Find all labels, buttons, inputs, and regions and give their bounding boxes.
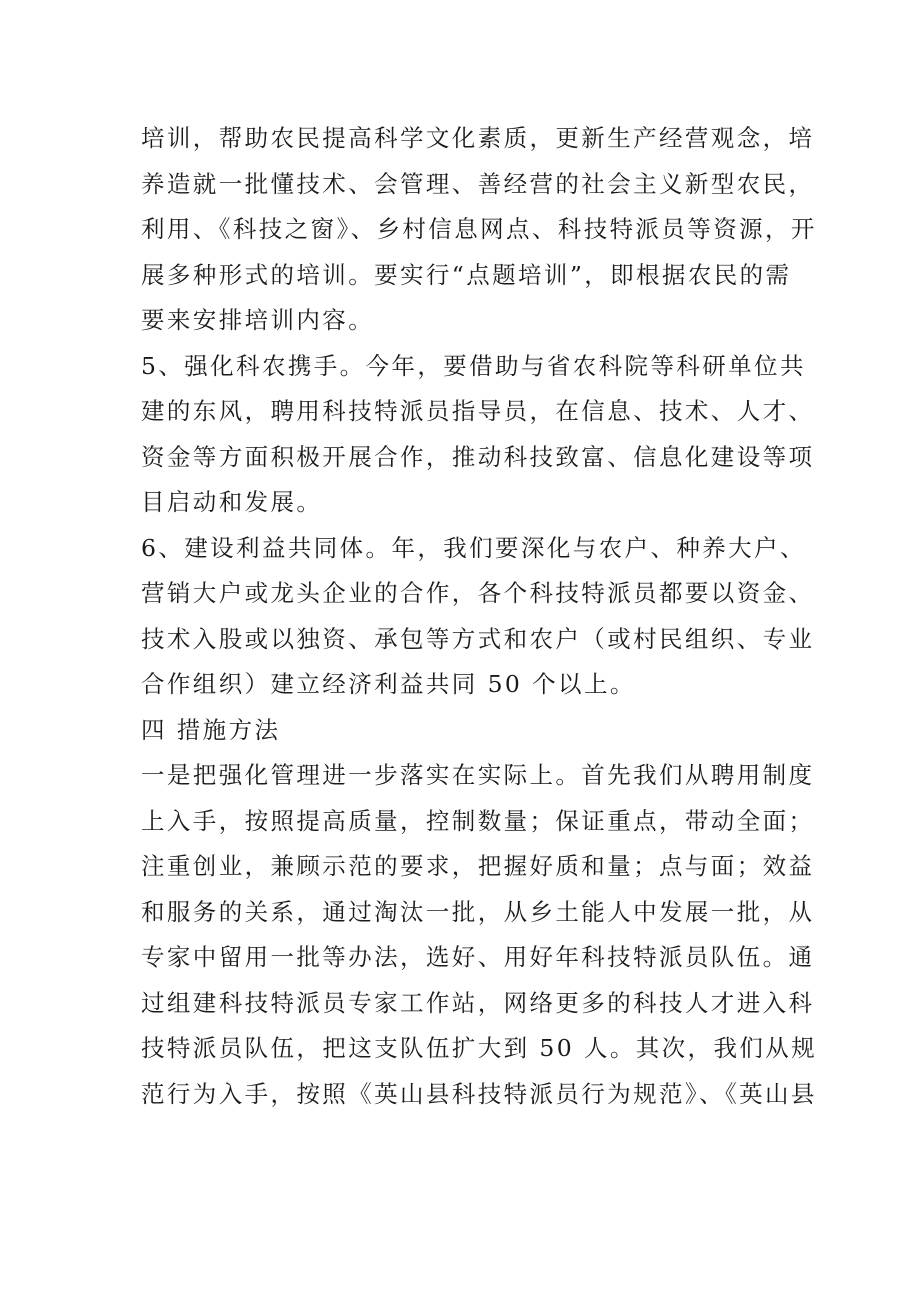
text-line: 合作组织）建立经济利益共同 50 个以上。 — [141, 670, 636, 698]
text-line: 利用、《科技之窗》、乡村信息网点、科技特派员等资源，开 — [141, 215, 817, 243]
text-line: 过组建科技特派员专家工作站，网络更多的科技人才进入科 — [141, 988, 815, 1017]
text-line: 5、强化科农携手。今年，要借助与省农科院等科研单位共 — [141, 351, 806, 380]
text-line: 展多种形式的培训。要实行“点题培训”，即根据农民的需 — [141, 260, 792, 289]
section-heading: 四 措施方法 — [141, 715, 281, 744]
text-line: 建的东风，聘用科技特派员指导员，在信息、技术、人才、 — [141, 397, 815, 425]
text-line: 养造就一批懂技术、会管理、善经营的社会主义新型农民， — [141, 169, 815, 198]
text-line: 一是把强化管理进一步落实在实际上。首先我们从聘用制度 — [141, 761, 815, 789]
text-line: 和服务的关系，通过淘汰一批，从乡土能人中发展一批，从 — [141, 897, 815, 926]
text-line: 要来安排培训内容。 — [141, 306, 375, 334]
text-line: 专家中留用一批等办法，选好、用好年科技特派员队伍。通 — [141, 943, 815, 971]
text-line: 营销大户或龙头企业的合作，各个科技特派员都要以资金、 — [141, 579, 815, 607]
text-line: 培训，帮助农民提高科学文化素质，更新生产经营观念，培 — [141, 124, 815, 152]
text-line: 范行为入手，按照《英山县科技特派员行为规范》、《英山县 — [141, 1079, 817, 1108]
text-line: 资金等方面积极开展合作，推动科技致富、信息化建设等项 — [141, 442, 815, 471]
text-line: 上入手，按照提高质量，控制数量；保证重点，带动全面； — [141, 806, 815, 835]
document-body — [141, 116, 818, 1117]
text-line: 目启动和发展。 — [141, 488, 323, 516]
text-line: 技特派员队伍，把这支队伍扩大到 50 人。其次，我们从规 — [141, 1034, 818, 1062]
text-line: 技术入股或以独资、承包等方式和农户（或村民组织、专业 — [141, 624, 815, 653]
text-line: 注重创业，兼顾示范的要求，把握好质和量；点与面；效益 — [141, 852, 815, 880]
text-line: 6、建设利益共同体。年，我们要深化与农户、种养大户、 — [141, 533, 806, 562]
